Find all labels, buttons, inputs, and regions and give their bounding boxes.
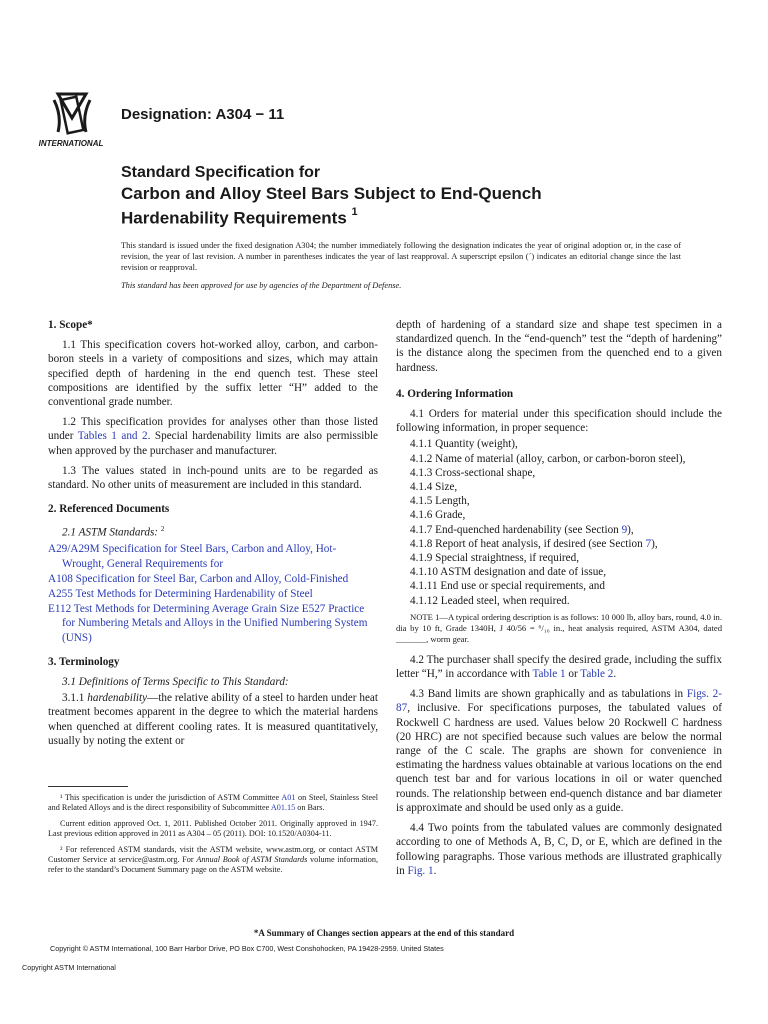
para-4-4-b: . xyxy=(433,864,437,877)
fn2-a: ² For referenced ASTM standards, visit the ASTM website, www.astm.org, or contact ASTM Customer Service at service@astm.org. For xyxy=(48,844,378,865)
refs-heading: 2. Referenced Documents xyxy=(48,503,170,516)
para-1-1: 1.1 This specification covers hot-worked alloy, carbon, and carbon-boron steels in a variety of compositions and sizes, which may attain specified depth of hardening in the end quench test. These steel compositions are identified by the suffix letter “H” added to the conventional grade number. xyxy=(48,339,378,409)
item-4-1-11: 4.1.11 End use or special requirements, and xyxy=(410,580,605,593)
title-line-3-text: Hardenability Requirements xyxy=(121,208,347,228)
item-4-1-10: 4.1.10 ASTM designation and date of issue, xyxy=(410,566,607,579)
ref-e527-link[interactable]: E527 xyxy=(301,603,326,616)
para-4-2-mid: or xyxy=(565,668,581,681)
copyright-line: Copyright © ASTM International, 100 Barr Harbor Drive, PO Box C700, West Conshohocken, PA 19428-2959. United States xyxy=(50,944,444,953)
para-4-1: 4.1 Orders for material under this specification should include the following information, in proper sequence: xyxy=(396,408,722,435)
tables-1-2-link[interactable]: Tables 1 and 2 xyxy=(77,430,148,443)
item-4-1-1: 4.1.1 Quantity (weight), xyxy=(410,438,518,451)
fn1-c: on Bars. xyxy=(295,803,325,813)
fn2-italic: Annual Book of ASTM Standards xyxy=(196,855,308,865)
refs-subheading-text: 2.1 ASTM Standards: xyxy=(62,527,159,540)
right-column xyxy=(396,318,722,884)
fig-1-link[interactable]: Fig. 1 xyxy=(407,864,434,877)
para-1-2-b: . Special hardenability limits are also permissible when approved by the purchaser and manufacturer. xyxy=(48,430,378,457)
para-4-2-a: 4.2 The purchaser shall specify the desired grade, including the suffix letter “H,” in accordance with xyxy=(396,653,722,681)
logo-subtext: INTERNATIONAL xyxy=(38,139,104,148)
item-4-1-8-b: ), xyxy=(651,537,658,550)
ref-e527-text[interactable]: Practice for Numbering Metals and Alloys in the Unified Numbering System (UNS) xyxy=(62,603,368,644)
refs-subheading xyxy=(48,522,378,540)
defense-note: This standard has been approved for use by agencies of the Department of Defense. xyxy=(121,281,402,290)
title-line-3 xyxy=(121,204,641,229)
para-3-1-1 xyxy=(48,691,378,748)
item-4-1-12: 4.1.12 Leaded steel, when required. xyxy=(410,594,570,607)
ref-a29 xyxy=(48,542,378,570)
footnote-current-edition: Current edition approved Oct. 1, 2011. Published October 2011. Originally approved in 1947. Last previous edition approved in 2011 as A304 – 05 (2011). DOI: 10.1520/A0304-11. xyxy=(48,818,378,839)
title-footnote-mark: 1 xyxy=(351,206,358,218)
table-1-link[interactable]: Table 1 xyxy=(532,668,566,681)
para-1-2-a: 1.2 This specification provides for analyses other than those listed under xyxy=(48,416,378,443)
para-4-4 xyxy=(396,821,722,878)
table-2-link[interactable]: Table 2 xyxy=(580,668,614,681)
para-1-2 xyxy=(48,415,378,458)
para-3-1-1-text: —the relative ability of a steel to harden under heat treatment becomes apparent in the degree to which the material hardens when quenched at different cooling rates. It is measured quantitatively, usually by noting the extent or xyxy=(48,692,378,747)
title-line-2: Carbon and Alloy Steel Bars Subject to End-Quench xyxy=(121,184,542,203)
footnote-rule xyxy=(48,786,128,787)
item-4-1-8 xyxy=(396,537,722,551)
item-4-1-9: 4.1.9 Special straightness, if required, xyxy=(410,552,580,565)
ref-a255 xyxy=(48,587,378,601)
figs-2-87-link[interactable]: Figs. 2-87 xyxy=(396,688,722,715)
designation: Designation: A304 − 11 xyxy=(121,106,285,123)
fn2-b: volume information, refer to the standard’s Document Summary page on the ASTM website. xyxy=(48,855,379,875)
item-4-1-8-a: 4.1.8 Report of heat analysis, if desired (see Section xyxy=(410,537,646,550)
title-block xyxy=(121,164,641,229)
ordering-heading: 4. Ordering Information xyxy=(396,387,514,400)
fn1-b: on Steel, Stainless Steel and Related Alloys and is the direct responsibility of Subcommittee xyxy=(48,793,378,813)
refs-footnote-mark: 2 xyxy=(160,525,165,534)
para-3-1-1-num: 3.1.1 xyxy=(62,692,88,705)
para-1-3: 1.3 The values stated in inch-pound units are to be regarded as standard. No other units of measurement are included in this standard. xyxy=(48,464,378,492)
ref-e112-text[interactable]: Test Methods for Determining Average Grain Size xyxy=(71,603,302,616)
fn1-a0115-link[interactable]: A01.15 xyxy=(270,803,296,813)
item-4-1-7-a: 4.1.7 End-quenched hardenability (see Section xyxy=(410,523,622,536)
fn1-a: ¹ This specification is under the jurisdiction of ASTM Committee xyxy=(60,793,282,802)
term-subheading xyxy=(48,675,378,689)
para-4-4-a: 4.4 Two points from the tabulated values are commonly designated according to one of Methods A, B, C, D, or E, which are defined in the following paragraphs. Those various methods are illustrated graphically in xyxy=(396,822,722,877)
left-column xyxy=(48,318,378,754)
para-4-2 xyxy=(396,653,722,681)
issue-note: This standard is issued under the fixed designation A304; the number immediately following the designation indicates the year of original adoption or, in the case of revision, the year of last revision. A number in parentheses indicates the year of last reapproval. A superscript epsilon (´) indicates an editorial change since the last revision or reapproval. xyxy=(121,241,681,272)
footnote-2 xyxy=(48,845,378,876)
terminology-heading: 3. Terminology xyxy=(48,655,120,668)
item-4-1-3: 4.1.3 Cross-sectional shape, xyxy=(410,466,536,479)
item-4-1-4: 4.1.4 Size, xyxy=(410,481,458,494)
term-hardenability: hardenability xyxy=(87,692,148,705)
item-4-1-5: 4.1.5 Length, xyxy=(410,495,470,508)
scope-heading: 1. Scope* xyxy=(48,319,93,331)
ref-a29-text[interactable]: Specification for Steel Bars, Carbon and Alloy, Hot-Wrought, General Requirements for xyxy=(62,543,337,570)
term-subheading-text: 3.1 Definitions of Terms Specific to This Standard: xyxy=(62,676,289,688)
section-7-link[interactable]: 7 xyxy=(645,537,652,550)
ref-e112-e527 xyxy=(48,602,378,645)
para-3-1-1-continued: depth of hardening of a standard size and shape test specimen in a standardized quench. In the “end-quench” test the “depth of hardening” is the distance along the specimen from the quenched end to a given hardness. xyxy=(396,319,722,374)
copyright-footer: Copyright ASTM International xyxy=(22,963,116,972)
ref-a108-link[interactable]: A108 xyxy=(48,572,73,585)
ref-a108 xyxy=(48,572,378,586)
ref-a255-text[interactable]: Test Methods for Determining Hardenability of Steel xyxy=(72,587,313,600)
fn1-a01-link[interactable]: A01 xyxy=(281,793,296,802)
para-4-2-b: . xyxy=(613,668,617,681)
astm-logo xyxy=(28,88,114,148)
ref-a255-link[interactable]: A255 xyxy=(48,587,73,600)
item-4-1-7-b: ), xyxy=(627,523,634,536)
item-4-1-2: 4.1.2 Name of material (alloy, carbon, or carbon-boron steel), xyxy=(410,452,686,465)
ref-a29-link[interactable]: A29/A29M xyxy=(48,543,100,556)
ref-a108-text[interactable]: Specification for Steel Bar, Carbon and Alloy, Cold-Finished xyxy=(72,572,349,585)
ref-e112-link[interactable]: E112 xyxy=(48,603,72,616)
para-4-3-a: 4.3 Band limits are shown graphically and as tabulations in xyxy=(410,688,687,701)
item-4-1-7 xyxy=(396,523,722,537)
para-4-3-b: , inclusive. For specifications purposes, the tabulated values of Rockwell C hardness are used. Values below 20 Rockwell C hardness (20 HRC) are not specified because such values are below the normal range of the C scale. The graphs are shown for convenience in estimating the hardness values obtainable at various locations on the end quench test bar and for various locations in oil or water quenched rounds. The relationship between end-quench distance and bar diameter is approximate and should be used only as a guide. xyxy=(396,702,722,814)
footnotes xyxy=(48,786,378,881)
section-9-link[interactable]: 9 xyxy=(621,523,628,536)
title-line-1: Standard Specification for xyxy=(121,164,321,181)
item-4-1-6: 4.1.6 Grade, xyxy=(410,509,466,522)
para-4-3 xyxy=(396,687,722,815)
summary-of-changes-note: *A Summary of Changes section appears at the end of this standard xyxy=(253,928,515,938)
footnote-1 xyxy=(48,793,378,814)
note-1: NOTE 1—A typical ordering description is as follows: 10 000 lb, alloy bars, round, 4.0 in. dia by 10 ft, Grade 1340H, J 40/56 = ⁶/₁₆ in., heat analysis required, ASTM A304, dated _______, worm gear. xyxy=(396,611,722,644)
